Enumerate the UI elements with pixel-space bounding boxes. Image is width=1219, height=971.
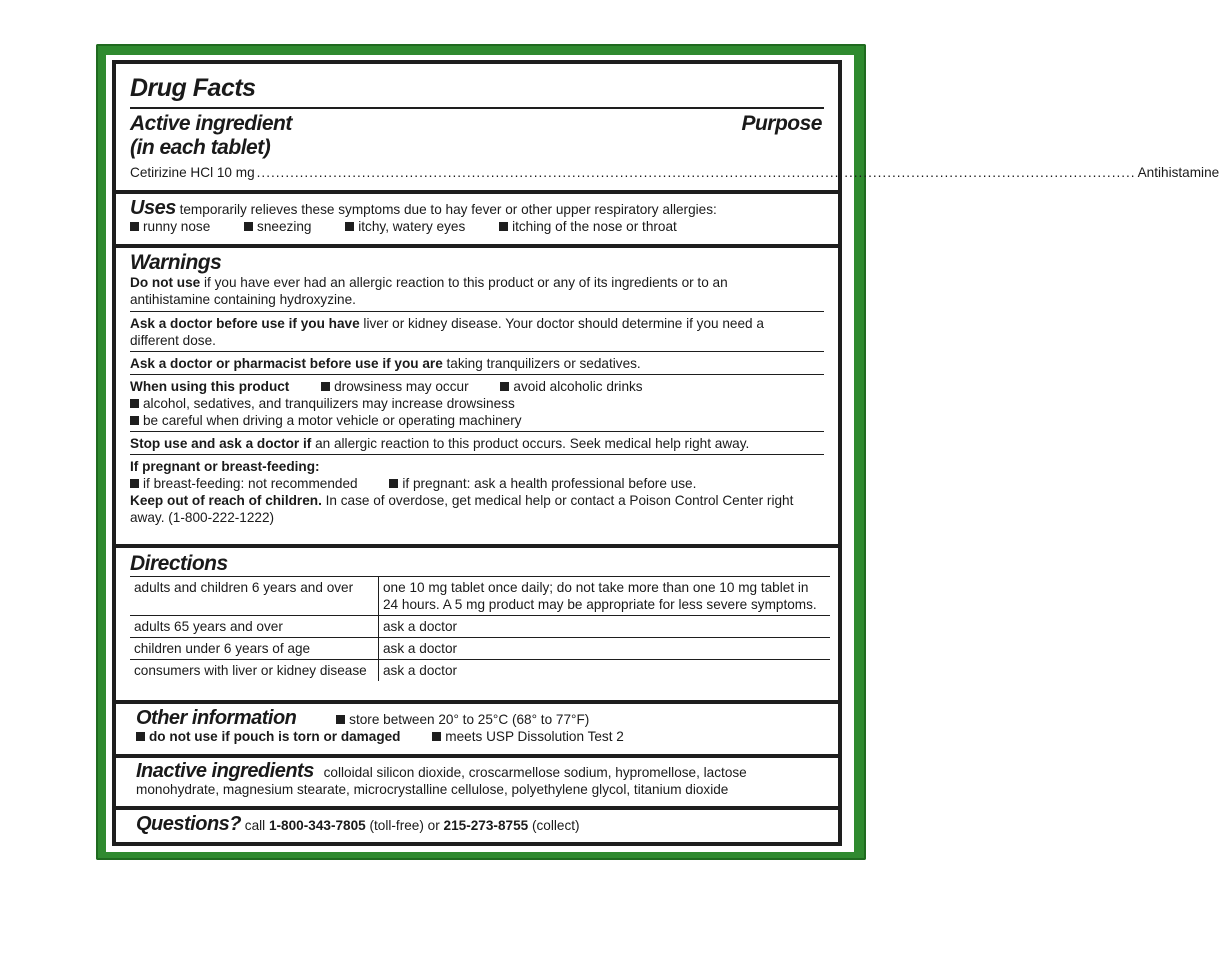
bullet-icon [130,222,139,231]
table-row: consumers with liver or kidney disease ask a doctor [130,660,830,682]
bullet-icon [500,382,509,391]
bullet-icon [389,479,398,488]
inactive-ingredients-text: colloidal silicon dioxide, croscarmellose sodium, hypromellose, lactose [323,765,747,780]
uses-section [116,196,838,246]
directions-table [130,576,830,681]
questions-section: Questions? call 1-800-343-7805 (toll-free) or 215-273-8755 (collect) [136,813,580,835]
other-info-heading: Other information [136,707,297,729]
table-row: adults 65 years and over ask a doctor [130,616,830,638]
use-item: runny nose [143,219,211,234]
questions-heading: Questions? [136,813,242,835]
pregnant-warning: If pregnant or breast-feeding: if breast-feeding: not recommended if pregnant: ask a health professional before use. [130,459,697,491]
bullet-icon [130,399,139,408]
warnings-heading: Warnings [130,251,222,274]
use-item: itchy, watery eyes [358,219,466,234]
ingredient-purpose: Antihistamine [1137,165,1219,180]
use-item: itching of the nose or throat [512,219,677,234]
uses-heading: Uses [130,197,176,219]
do-not-use: Do not use if you have ever had an allergic reaction to this product or any of its ingredients or to an antihistamine containing hydroxyzine. [130,275,728,307]
drug-facts-title: Drug Facts [130,74,256,102]
directions-section [116,550,838,700]
uses-text: temporarily relieves these symptoms due to hay fever or other upper respiratory allergies: [179,202,717,217]
drug-facts-panel [112,60,1219,846]
bullet-icon [244,222,253,231]
inactive-ingredients-section [116,760,838,804]
bullet-icon [321,382,330,391]
other-info-item: store between 20° to 25°C (68° to 77°F) [349,712,590,727]
inactive-ingredients-text: monohydrate, magnesium stearate, microcrystalline cellulose, polyethylene glycol, titanium dioxide [136,782,729,797]
leader-dots: ........................................................................................................................................................................................ [256,165,1136,180]
active-ingredient-heading: Active ingredient (in each tablet) [130,112,292,159]
bullet-icon [499,222,508,231]
bullet-icon [336,715,345,724]
warnings-section [116,250,838,546]
table-row: adults and children 6 years and over one 10 mg tablet once daily; do not take more than one 10 mg tablet in 24 hours. A 5 mg product may be appropriate for less severe symptoms. [130,577,830,616]
ingredient-name: Cetirizine HCl 10 mg [130,165,255,180]
collect-phone: 215-273-8755 [443,818,529,833]
ingredient-row [130,164,1219,181]
bullet-icon [432,732,441,741]
bullet-icon [130,479,139,488]
bullet-icon [130,416,139,425]
ask-pharmacist: Ask a doctor or pharmacist before use if you are taking tranquilizers or sedatives. [130,356,641,371]
bullet-icon [136,732,145,741]
table-row: children under 6 years of age ask a doctor [130,638,830,660]
use-item: sneezing [257,219,312,234]
other-info-item: meets USP Dissolution Test 2 [445,729,624,744]
other-info-item: do not use if pouch is torn or damaged [149,729,401,744]
inactive-ingredients-heading: Inactive ingredients [136,760,314,782]
other-info-section [116,706,838,754]
uses-list [130,218,824,235]
directions-heading: Directions [130,552,228,575]
when-using: When using this product drowsiness may occur avoid alcoholic drinks alcohol, sedatives, and tranquilizers may increase drowsiness be careful when driving a motor vehicle or operating machinery [130,379,643,428]
ask-doctor: Ask a doctor before use if you have liver or kidney disease. Your doctor should determine if you need a different dose. [130,316,764,348]
purpose-heading: Purpose [741,112,822,135]
bullet-icon [345,222,354,231]
active-ingredient-section [116,64,1219,192]
toll-free-phone: 1-800-343-7805 [268,818,366,833]
stop-use: Stop use and ask a doctor if an allergic reaction to this product occurs. Seek medical help right away. [130,436,750,451]
keep-out-of-reach: Keep out of reach of children. In case of overdose, get medical help or contact a Poison Control Center right away. (1-800-222-1222) [130,493,794,525]
